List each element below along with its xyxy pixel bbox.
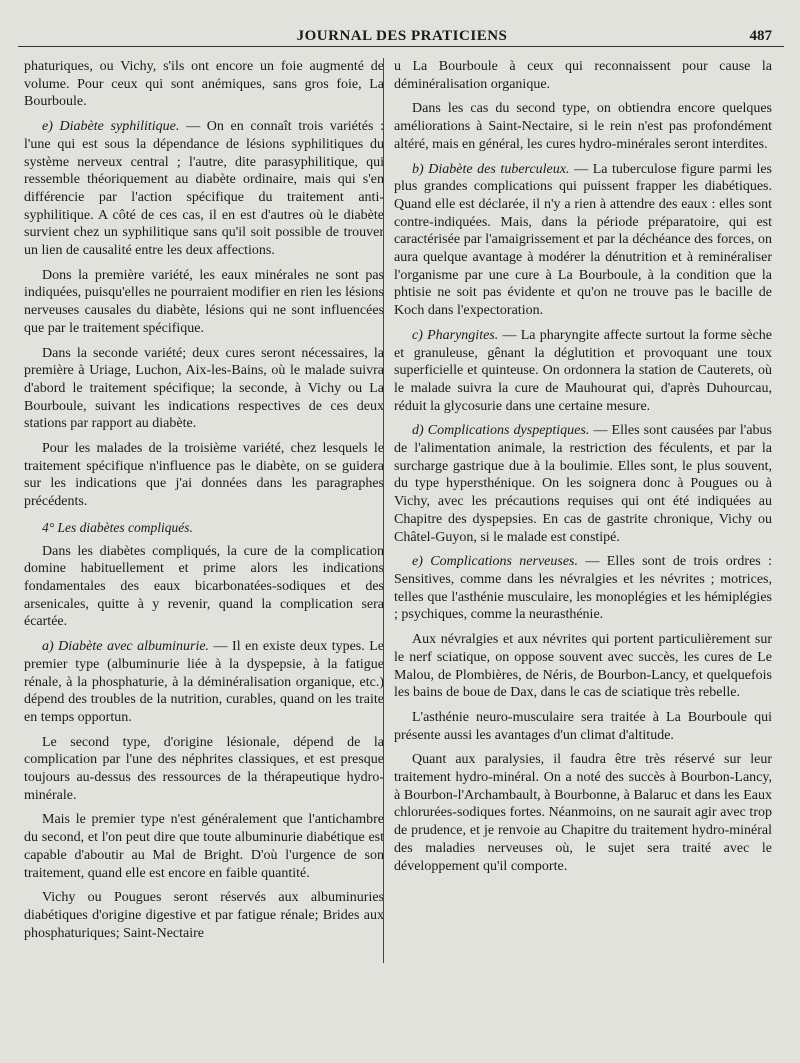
paragraph-lead: d) Complications dyspeptiques. [412, 423, 590, 439]
paragraph-lead: e) Complications nerveuses. [412, 554, 579, 570]
paragraph [24, 638, 384, 727]
paragraph [394, 553, 772, 624]
paragraph: Dans les diabètes compliqués, la cure de la complication domine habituellement et prime alors les indications fondamentales des eaux bicarbonatées-sodiques et des arsenicales, quitte à y revenir, quand la complication sera écartée. [24, 543, 384, 630]
paragraph: u La Bourboule à ceux qui reconnaissent pour cause la déminéralisation organique. [394, 59, 772, 92]
paragraph-text: — La pharyngite affecte surtout la forme sèche et granuleuse, gênant la déglutition et provoquant une toux superficielle et quinteuse. On ordonnera la station de Cauterets, où le malade suivra la cure de Mauhourat qui, d'après Duhourcau, réduit la glycosurie dans une certaine mesure. [394, 327, 773, 414]
paragraph: Pour les malades de la troisième variété, chez lesquels le traitement spécifique n'influence pas le diabète, on se guidera sur les indications que j'ai données dans les paragraphes précédents. [24, 441, 384, 510]
paragraph: Quant aux paralysies, il faudra être très réservé sur leur traitement hydro-minéral. On a noté des succès à Bourbon-Lancy, à Bourbon-l'Archambault, à Bourbonne, à Balaruc et dans les Eaux chlorurées-sodiques fortes. Néanmoins, on ne saurait agir avec trop de prudence, et je renvoie au Chapitre du traitement hydro-minéral des maladies nerveuses où, le sujet sera traité avec le développement qu'il comporte. [394, 752, 772, 874]
paragraph: Dans la seconde variété; deux cures seront nécessaires, la première à Uriage, Luchon, Aix-les-Bains, où le malade suivra d'abord le traitement spécifique; la seconde, à Vichy ou La Bourboule, suivant les indications respectives de ces deux stations par rapport au diabète. [24, 345, 384, 432]
right-column [394, 58, 772, 882]
paragraph-text: — On en connaît trois variétés : l'une qui est sous la dépendance de lésions syphilitiques du système nerveux central ; l'autre, dite parasyphilitique, qui ressemble théoriquement au diabète ordinaire, mais qui s'en différencie par l'action spécifique du traitement anti-syphilitique. A côté de ces cas, il en est d'autres où le diabète survient chez un syphilitique sans qu'il soit possible de trouver un lien de causalité entre les deux affections. [24, 119, 384, 259]
paragraph-lead: c) Pharyngites. [412, 327, 499, 343]
paragraph [24, 118, 384, 260]
running-title: JOURNAL DES PRATICIENS [296, 28, 508, 44]
paragraph: Mais le premier type n'est généralement que l'antichambre du second, et l'on peut dire que toute albuminurie diabétique est capable d'aboutir au Mal de Bright. D'où l'urgence de son traitement, quand elle est encore en faible quantité. [24, 812, 384, 881]
paragraph: Le second type, d'origine lésionale, dépend de la complication par l'une des néphrites classiques, et est presque toujours au-dessus des ressources de la thérapeutique hydro-minérale. [24, 734, 384, 803]
paragraph: Aux névralgies et aux névrites qui portent particulièrement sur le nerf sciatique, on oppose souvent avec succès, les cures de Le Malou, de Plombières, de Néris, de Bourbon-Lancy, et quelquefois les bains de boue de Dax, dans le cas de sciatique très rebelle. [394, 632, 772, 701]
paragraph-text: — La tuberculose figure parmi les plus grandes complications qui puissent frapper les diabétiques. Quand elle est déclarée, il n'y a rien à attendre des eaux : elles sont contre-indiquées. Mais, dans la période préparatoire, qui est caractérisée par l'amaigrissement et par la déchéance des forces, on aura quelque avantage à modérer la dénutrition et à reminéraliser l'organisme par une cure à La Bourboule, à la condition que la phtisie ne soit pas évidente et qu'on ne trouve pas le bacille de Koch dans l'expectoration. [394, 161, 772, 319]
paragraph-text: — Elles sont causées par l'abus de l'alimentation animale, la restriction des féculents, et par la surcharge gastrique due à la boulimie. Elles sont, le plus souvent, du type hypersthénique. On les soignera donc à Pougues ou à Vichy, avec les précautions requises qui ont été indiquées au Chapitre des dyspepsies. En cas de gastrite chronique, Vichy ou Châtel-Guyon, si le malade est constipé. [394, 423, 772, 545]
paragraph: Dans les cas du second type, on obtiendra encore quelques améliorations à Saint-Nectaire, si le rein n'est pas profondément altéré, mais en général, les cures hydro-minérales seront interdites. [394, 101, 772, 152]
left-column [24, 58, 384, 949]
paragraph: Vichy ou Pougues seront réservés aux albuminuries diabétiques d'origine digestive et par fatigue rénale; Brides aux phosphaturiques; Saint-Nectaire [24, 890, 384, 941]
paragraph: phaturiques, ou Vichy, s'ils ont encore un foie augmenté de volume. Pour ceux qui sont anémiques, sans gros foie, La Bourboule. [24, 59, 384, 110]
paragraph [394, 161, 772, 320]
paragraph: L'asthénie neuro-musculaire sera traitée à La Bourboule qui présente aussi les avantages d'un climat d'altitude. [394, 709, 772, 743]
header-rule [18, 46, 784, 47]
paragraph: Dons la première variété, les eaux minérales ne sont pas indiquées, puisqu'elles ne pourraient modifier en rien les lésions nerveuses causales du diabète, lésions qui ne sont influencées que par le traitement spécifique. [24, 267, 384, 336]
column-divider [383, 58, 384, 963]
paragraph-text: — Il en existe deux types. Le premier type (albuminurie liée à la dyspepsie, à la fatigue rénale, à la phosphaturie, à la déminéralisation organique, etc.) dépend des troubles de la nutrition, curables, quand on les traite en temps opportun. [24, 639, 385, 725]
section-heading: 4° Les diabètes compliqués. [42, 519, 193, 535]
page-number: 487 [749, 28, 772, 44]
paragraph-lead: b) Diabète des tuberculeux. [412, 161, 570, 177]
paragraph-lead: a) Diabète avec albuminurie. [42, 639, 210, 655]
page-header [18, 22, 786, 48]
paragraph-text: — Elles sont de trois ordres : Sensitives, comme dans les névralgies et les névrites ; motrices, telles que l'asthénie musculaire, les monoplégies et les hémiplégies ; psychiques, comme la neurasthénie. [394, 554, 772, 623]
paragraph [394, 422, 772, 546]
paragraph-lead: e) Diabète syphilitique. [42, 119, 180, 135]
paragraph [394, 327, 772, 416]
